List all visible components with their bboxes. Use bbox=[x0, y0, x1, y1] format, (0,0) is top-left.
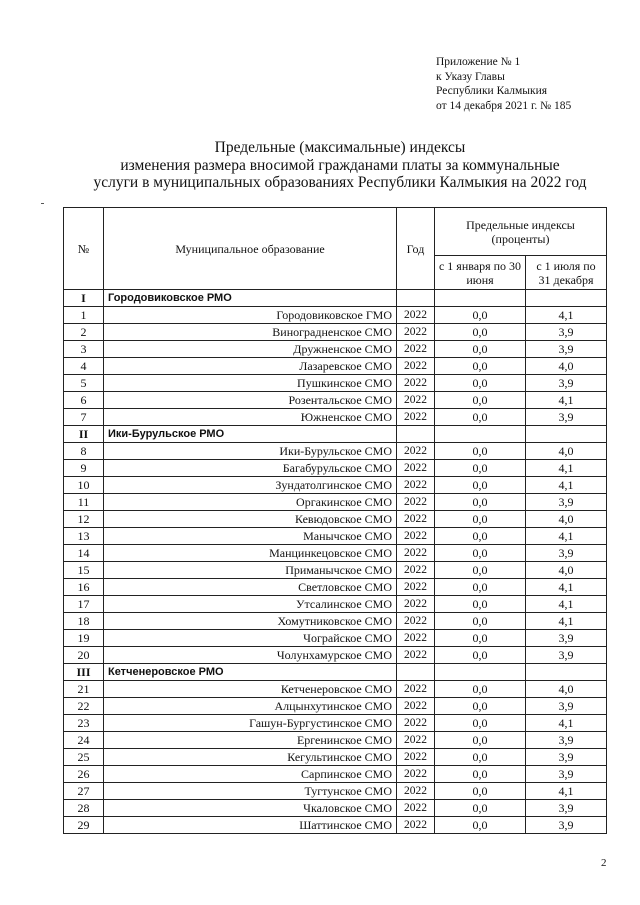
row-year: 2022 bbox=[397, 324, 435, 341]
index-period-2: 4,0 bbox=[526, 511, 607, 528]
index-period-2: 3,9 bbox=[526, 324, 607, 341]
index-period-1: 0,0 bbox=[435, 358, 526, 375]
header-indices: Предельные индексы (проценты) bbox=[435, 208, 607, 256]
title-line: Предельные (максимальные) индексы bbox=[214, 139, 466, 156]
table-row bbox=[64, 358, 607, 375]
municipality-name: Багабурульское СМО bbox=[104, 460, 397, 477]
index-period-2: 4,1 bbox=[526, 477, 607, 494]
group-value-empty bbox=[435, 290, 526, 307]
table-body bbox=[64, 290, 607, 834]
appendix-line: к Указу Главы bbox=[436, 70, 505, 83]
row-number: 4 bbox=[64, 358, 104, 375]
table-row bbox=[64, 511, 607, 528]
row-number: 22 bbox=[64, 698, 104, 715]
municipality-name: Чолунхамурское СМО bbox=[104, 647, 397, 664]
index-period-2: 3,9 bbox=[526, 800, 607, 817]
index-period-1: 0,0 bbox=[435, 511, 526, 528]
index-period-1: 0,0 bbox=[435, 732, 526, 749]
row-number: 13 bbox=[64, 528, 104, 545]
table-row bbox=[64, 562, 607, 579]
index-period-2: 3,9 bbox=[526, 545, 607, 562]
group-number: II bbox=[64, 426, 104, 443]
table-row bbox=[64, 494, 607, 511]
municipality-name: Гашун-Бургустинское СМО bbox=[104, 715, 397, 732]
municipality-name: Городовиковское ГМО bbox=[104, 307, 397, 324]
table-row bbox=[64, 443, 607, 460]
index-period-2: 3,9 bbox=[526, 647, 607, 664]
row-year: 2022 bbox=[397, 613, 435, 630]
municipality-name: Виноградненское СМО bbox=[104, 324, 397, 341]
row-year: 2022 bbox=[397, 630, 435, 647]
table-row bbox=[64, 800, 607, 817]
row-year: 2022 bbox=[397, 579, 435, 596]
appendix-line: Приложение № 1 bbox=[436, 56, 521, 68]
index-period-2: 3,9 bbox=[526, 749, 607, 766]
table-row bbox=[64, 341, 607, 358]
municipality-name: Сарпинское СМО bbox=[104, 766, 397, 783]
municipality-name: Дружненское СМО bbox=[104, 341, 397, 358]
row-number: 21 bbox=[64, 681, 104, 698]
row-number: 12 bbox=[64, 511, 104, 528]
index-period-2: 4,1 bbox=[526, 613, 607, 630]
row-number: 27 bbox=[64, 783, 104, 800]
row-number: 24 bbox=[64, 732, 104, 749]
appendix-line: Республики Калмыкия bbox=[436, 85, 548, 97]
row-year: 2022 bbox=[397, 545, 435, 562]
index-period-1: 0,0 bbox=[435, 324, 526, 341]
row-number: 18 bbox=[64, 613, 104, 630]
index-period-2: 4,1 bbox=[526, 715, 607, 732]
row-number: 15 bbox=[64, 562, 104, 579]
header-period-2: с 1 июля по 31 декабря bbox=[526, 256, 607, 290]
row-number: 19 bbox=[64, 630, 104, 647]
index-period-1: 0,0 bbox=[435, 494, 526, 511]
row-year: 2022 bbox=[397, 647, 435, 664]
index-period-1: 0,0 bbox=[435, 715, 526, 732]
row-year: 2022 bbox=[397, 460, 435, 477]
group-row bbox=[64, 290, 607, 307]
row-number: 6 bbox=[64, 392, 104, 409]
index-period-2: 4,0 bbox=[526, 681, 607, 698]
index-period-2: 4,1 bbox=[526, 579, 607, 596]
index-period-2: 4,0 bbox=[526, 443, 607, 460]
scan-mark bbox=[41, 203, 44, 204]
row-number: 11 bbox=[64, 494, 104, 511]
municipality-name: Чограйское СМО bbox=[104, 630, 397, 647]
municipality-name: Лазаревское СМО bbox=[104, 358, 397, 375]
table-row bbox=[64, 528, 607, 545]
index-period-1: 0,0 bbox=[435, 477, 526, 494]
index-period-1: 0,0 bbox=[435, 681, 526, 698]
index-period-2: 3,9 bbox=[526, 409, 607, 426]
row-year: 2022 bbox=[397, 783, 435, 800]
row-year: 2022 bbox=[397, 749, 435, 766]
row-number: 26 bbox=[64, 766, 104, 783]
row-year: 2022 bbox=[397, 375, 435, 392]
municipality-name: Ики-Бурульское СМО bbox=[104, 443, 397, 460]
index-period-2: 3,9 bbox=[526, 494, 607, 511]
municipality-name: Кегультинское СМО bbox=[104, 749, 397, 766]
header-year: Год bbox=[397, 208, 435, 290]
row-number: 14 bbox=[64, 545, 104, 562]
index-period-1: 0,0 bbox=[435, 630, 526, 647]
index-period-1: 0,0 bbox=[435, 375, 526, 392]
group-value-empty bbox=[526, 426, 607, 443]
row-year: 2022 bbox=[397, 528, 435, 545]
row-year: 2022 bbox=[397, 681, 435, 698]
municipality-name: Утсалинское СМО bbox=[104, 596, 397, 613]
index-period-1: 0,0 bbox=[435, 392, 526, 409]
municipality-name: Тугтунское СМО bbox=[104, 783, 397, 800]
table-row bbox=[64, 307, 607, 324]
row-year: 2022 bbox=[397, 409, 435, 426]
row-year: 2022 bbox=[397, 443, 435, 460]
row-year: 2022 bbox=[397, 341, 435, 358]
header-municipality: Муниципальное образование bbox=[104, 208, 397, 290]
municipality-name: Хомутниковское СМО bbox=[104, 613, 397, 630]
municipality-name: Приманычское СМО bbox=[104, 562, 397, 579]
municipality-name: Розентальское СМО bbox=[104, 392, 397, 409]
municipality-name: Чкаловское СМО bbox=[104, 800, 397, 817]
index-period-1: 0,0 bbox=[435, 647, 526, 664]
index-period-1: 0,0 bbox=[435, 613, 526, 630]
indices-table bbox=[63, 207, 607, 834]
index-period-1: 0,0 bbox=[435, 800, 526, 817]
group-row bbox=[64, 664, 607, 681]
table-row bbox=[64, 681, 607, 698]
page-number: 2 bbox=[601, 857, 607, 869]
index-period-1: 0,0 bbox=[435, 596, 526, 613]
row-number: 3 bbox=[64, 341, 104, 358]
index-period-2: 4,1 bbox=[526, 596, 607, 613]
row-year: 2022 bbox=[397, 732, 435, 749]
index-period-2: 4,0 bbox=[526, 358, 607, 375]
header-num: № bbox=[64, 208, 104, 290]
table-row bbox=[64, 647, 607, 664]
table-row bbox=[64, 409, 607, 426]
municipality-name: Оргакинское СМО bbox=[104, 494, 397, 511]
group-value-empty bbox=[435, 664, 526, 681]
row-year: 2022 bbox=[397, 800, 435, 817]
index-period-1: 0,0 bbox=[435, 817, 526, 834]
index-period-1: 0,0 bbox=[435, 443, 526, 460]
index-period-1: 0,0 bbox=[435, 766, 526, 783]
table-row bbox=[64, 545, 607, 562]
document-title bbox=[60, 139, 620, 192]
row-year: 2022 bbox=[397, 766, 435, 783]
group-year-empty bbox=[397, 290, 435, 307]
municipality-name: Южненское СМО bbox=[104, 409, 397, 426]
index-period-1: 0,0 bbox=[435, 562, 526, 579]
index-period-1: 0,0 bbox=[435, 409, 526, 426]
index-period-1: 0,0 bbox=[435, 307, 526, 324]
table-row bbox=[64, 324, 607, 341]
row-number: 2 bbox=[64, 324, 104, 341]
row-year: 2022 bbox=[397, 477, 435, 494]
table-row bbox=[64, 579, 607, 596]
title-line: изменения размера вносимой гражданами платы за коммунальные bbox=[120, 156, 560, 174]
index-period-1: 0,0 bbox=[435, 749, 526, 766]
table-row bbox=[64, 783, 607, 800]
row-year: 2022 bbox=[397, 817, 435, 834]
municipality-name: Пушкинское СМО bbox=[104, 375, 397, 392]
row-year: 2022 bbox=[397, 596, 435, 613]
row-number: 10 bbox=[64, 477, 104, 494]
index-period-2: 3,9 bbox=[526, 766, 607, 783]
table-row bbox=[64, 766, 607, 783]
group-name: Кетченеровское РМО bbox=[104, 664, 397, 681]
index-period-2: 4,1 bbox=[526, 460, 607, 477]
group-number: I bbox=[64, 290, 104, 307]
index-period-2: 4,1 bbox=[526, 783, 607, 800]
index-period-2: 3,9 bbox=[526, 375, 607, 392]
row-number: 1 bbox=[64, 307, 104, 324]
municipality-name: Манычское СМО bbox=[104, 528, 397, 545]
index-period-2: 4,1 bbox=[526, 392, 607, 409]
group-value-empty bbox=[526, 664, 607, 681]
index-period-2: 3,9 bbox=[526, 732, 607, 749]
index-period-2: 4,0 bbox=[526, 562, 607, 579]
table-row bbox=[64, 630, 607, 647]
group-number: III bbox=[64, 664, 104, 681]
table-row bbox=[64, 817, 607, 834]
row-number: 7 bbox=[64, 409, 104, 426]
index-period-1: 0,0 bbox=[435, 460, 526, 477]
table-row bbox=[64, 477, 607, 494]
municipality-name: Кетченеровское СМО bbox=[104, 681, 397, 698]
index-period-1: 0,0 bbox=[435, 545, 526, 562]
municipality-name: Ергенинское СМО bbox=[104, 732, 397, 749]
index-period-1: 0,0 bbox=[435, 341, 526, 358]
table-row bbox=[64, 375, 607, 392]
municipality-name: Шаттинское СМО bbox=[104, 817, 397, 834]
row-year: 2022 bbox=[397, 715, 435, 732]
row-year: 2022 bbox=[397, 392, 435, 409]
index-period-1: 0,0 bbox=[435, 698, 526, 715]
row-number: 20 bbox=[64, 647, 104, 664]
municipality-name: Зундатолгинское СМО bbox=[104, 477, 397, 494]
index-period-1: 0,0 bbox=[435, 783, 526, 800]
appendix-reference bbox=[436, 55, 571, 113]
title-line: услуги в муниципальных образованиях Республики Калмыкия на 2022 год bbox=[93, 174, 587, 191]
group-name: Ики-Бурульское РМО bbox=[104, 426, 397, 443]
group-row bbox=[64, 426, 607, 443]
table-row bbox=[64, 749, 607, 766]
table-row bbox=[64, 732, 607, 749]
index-period-2: 3,9 bbox=[526, 341, 607, 358]
index-period-2: 3,9 bbox=[526, 630, 607, 647]
row-year: 2022 bbox=[397, 494, 435, 511]
group-value-empty bbox=[435, 426, 526, 443]
row-number: 5 bbox=[64, 375, 104, 392]
municipality-name: Кевюдовское СМО bbox=[104, 511, 397, 528]
municipality-name: Светловское СМО bbox=[104, 579, 397, 596]
index-period-2: 4,1 bbox=[526, 528, 607, 545]
row-year: 2022 bbox=[397, 562, 435, 579]
index-period-2: 3,9 bbox=[526, 817, 607, 834]
row-number: 16 bbox=[64, 579, 104, 596]
row-number: 23 bbox=[64, 715, 104, 732]
row-year: 2022 bbox=[397, 511, 435, 528]
row-number: 17 bbox=[64, 596, 104, 613]
index-period-1: 0,0 bbox=[435, 579, 526, 596]
index-period-1: 0,0 bbox=[435, 528, 526, 545]
group-name: Городовиковское РМО bbox=[104, 290, 397, 307]
header-period-1: с 1 января по 30 июня bbox=[435, 256, 526, 290]
group-year-empty bbox=[397, 426, 435, 443]
row-year: 2022 bbox=[397, 698, 435, 715]
row-year: 2022 bbox=[397, 358, 435, 375]
table-row bbox=[64, 596, 607, 613]
group-value-empty bbox=[526, 290, 607, 307]
municipality-name: Манцинкецовское СМО bbox=[104, 545, 397, 562]
table-row bbox=[64, 613, 607, 630]
table-row bbox=[64, 715, 607, 732]
table-row bbox=[64, 392, 607, 409]
index-period-2: 3,9 bbox=[526, 698, 607, 715]
row-number: 28 bbox=[64, 800, 104, 817]
table-row bbox=[64, 698, 607, 715]
row-number: 8 bbox=[64, 443, 104, 460]
table-row bbox=[64, 460, 607, 477]
group-year-empty bbox=[397, 664, 435, 681]
municipality-name: Алцынхутинское СМО bbox=[104, 698, 397, 715]
index-period-2: 4,1 bbox=[526, 307, 607, 324]
row-number: 25 bbox=[64, 749, 104, 766]
row-number: 29 bbox=[64, 817, 104, 834]
row-number: 9 bbox=[64, 460, 104, 477]
row-year: 2022 bbox=[397, 307, 435, 324]
appendix-line: от 14 декабря 2021 г. № 185 bbox=[436, 99, 572, 112]
